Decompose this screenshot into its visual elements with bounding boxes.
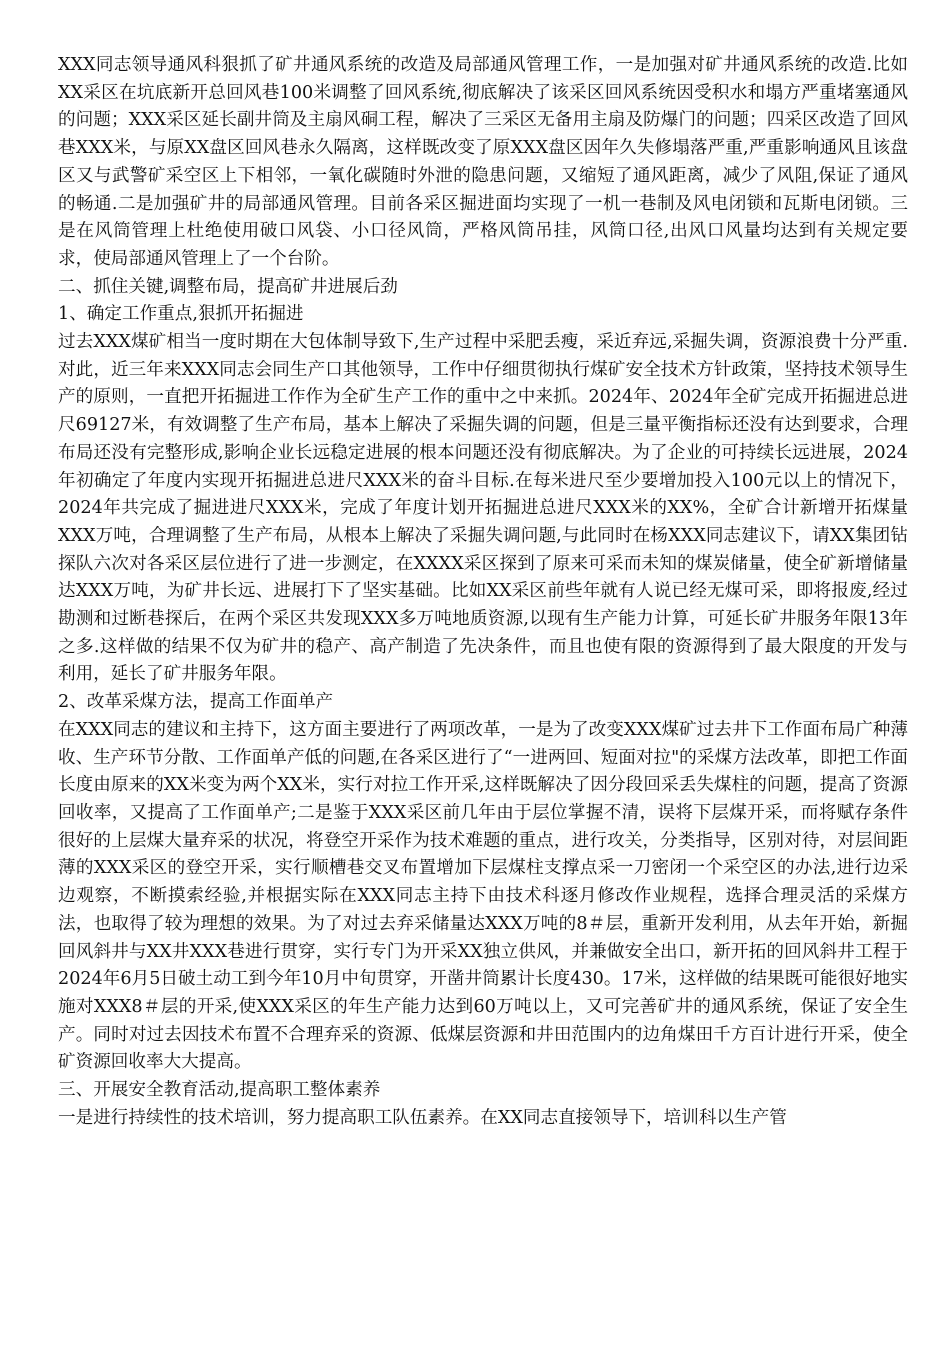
paragraph-mining-method: 在XXX同志的建议和主持下，这方面主要进行了两项改革，一是为了改变XXX煤矿过去井下工作面布局广种薄收、生产环节分散、工作面单产低的问题,在各采区进行了“一进两回、短面对拉"的采煤方法改革，即把工作面长度由原来的XX米变为两个XX米，实行对拉工作开采,这样既解决了因分段回采丢失煤柱的问题，提高了资源回收率，又提高了工作面单产;二是鉴于XXX采区前几年由于层位掌握不清，误将下层煤开采，而将赋存条件很好的上层煤大量弃采的状况，将登空开采作为技术难题的重点，进行攻关，分类指导，区别对待，对层间距薄的XXX采区的登空开采，实行顺槽巷交叉布置增加下层煤柱支撑点采一刀密闭一个采空区的办法,进行边采边观察，不断摸索经验,并根据实际在XXX同志主持下由技术科逐月修改作业规程，选择合理灵活的采煤方法，也取得了较为理想的效果。为了对过去弃采储量达XXX万吨的8＃层，重新开发利用，从去年开始，新掘回风斜井与XX井XXX巷进行贯穿，实行专门为开采XX独立供风，并兼做安全出口，新开拓的回风斜井工程于2024年6月5日破土动工到今年10月中旬贯穿，开凿井筒累计长度430。17米，这样做的结果既可能很好地实施对XXX8＃层的开采,使XXX采区的年生产能力达到60万吨以上，又可完善矿井的通风系统，保证了安全生产。同时对过去因技术布置不合理弃采的资源、低煤层资源和井田范围内的边角煤田千方百计进行开采，使全矿资源回收率大大提高。 bbox=[58, 719, 908, 1073]
paragraph-development: 过去XXX煤矿相当一度时期在大包体制导致下,生产过程中采肥丢瘦，采近弃远,采掘失调，资源浪费十分严重.对此，近三年来XXX同志会同生产口其他领导，工作中仔细贯彻执行煤矿安全技术方针政策，坚持技术领导生产的原则，一直把开拓掘进工作作为全矿生产工作的重中之中来抓。2024年、2024年全矿完成开拓掘进总进尺69127米，有效调整了生产布局，基本上解决了采掘失调的问题，但是三量平衡指标还没有达到要求，合理布局还没有完整形成,影响企业长远稳定进展的根本问题还没有彻底解决。为了企业的可持续长远进展，2024年初确定了年度内实现开拓掘进总进尺XXX米的奋斗目标.在每米进尺至少要增加投入100元以上的情况下，2024年共完成了掘进进尺XXX米，完成了年度计划开拓掘进总进尺XXX米的XX%，全矿合计新增开拓煤量XXX万吨，合理调整了生产布局，从根本上解决了采掘失调问题,与此同时在杨XXX同志建议下，请XX集团钻探队六次对各采区层位进行了进一步测定，在XXXX采区探到了原来可采而未知的煤炭储量，使全矿新增储量达XXX万吨，为矿井长远、进展打下了坚实基础。比如XX采区前些年就有人说已经无煤可采，即将报废,经过勘测和过断巷探后，在两个采区共发现XXX多万吨地质资源,以现有生产能力计算，可延长矿井服务年限13年之多.这样做的结果不仅为矿井的稳产、高产制造了先决条件，而且也使有限的资源得到了最大限度的开发与利用，延长了矿井服务年限。 bbox=[58, 332, 908, 685]
paragraph-training: 一是进行持续性的技术培训，努力提高职工队伍素养。在XX同志直接领导下，培训科以生产管 bbox=[58, 1107, 787, 1128]
subheading-2-1: 1、确定工作重点,狠抓开拓掘进 bbox=[58, 304, 304, 325]
subheading-2-2: 2、改革采煤方法，提高工作面单产 bbox=[58, 692, 334, 713]
paragraph-ventilation: XXX同志领导通风科狠抓了矿井通风系统的改造及局部通风管理工作，一是加强对矿井通风系统的改造.比如XX采区在坑底新开总回风巷100米调整了回风系统,彻底解决了该采区回风系统因受积水和塌方严重堵塞通风的问题；XXX采区延长副井筒及主扇风硐工程，解决了三采区无备用主扇及防爆门的问题；四采区改造了回风巷XXX米，与原XX盘区回风巷永久隔离，这样既改变了原XXX盘区因年久失修塌落严重,严重影响通风且该盘区又与武警矿采空区上下相邻，一氧化碳随时外泄的隐患问题，又缩短了通风距离，减少了风阻,保证了通风的畅通.二是加强矿井的局部通风管理。目前各采区掘进面均实现了一机一巷制及风电闭锁和瓦斯电闭锁。三是在风筒管理上杜绝使用破口风袋、小口径风筒，严格风筒吊挂，风筒口径,出风口风量均达到有关规定要求，使局部通风管理上了一个台阶。 bbox=[58, 55, 908, 269]
document-body bbox=[58, 52, 908, 1132]
section-heading-2: 二、抓住关键,调整布局，提高矿井进展后劲 bbox=[58, 276, 398, 297]
section-heading-3: 三、开展安全教育活动,提高职工整体素养 bbox=[58, 1080, 381, 1101]
